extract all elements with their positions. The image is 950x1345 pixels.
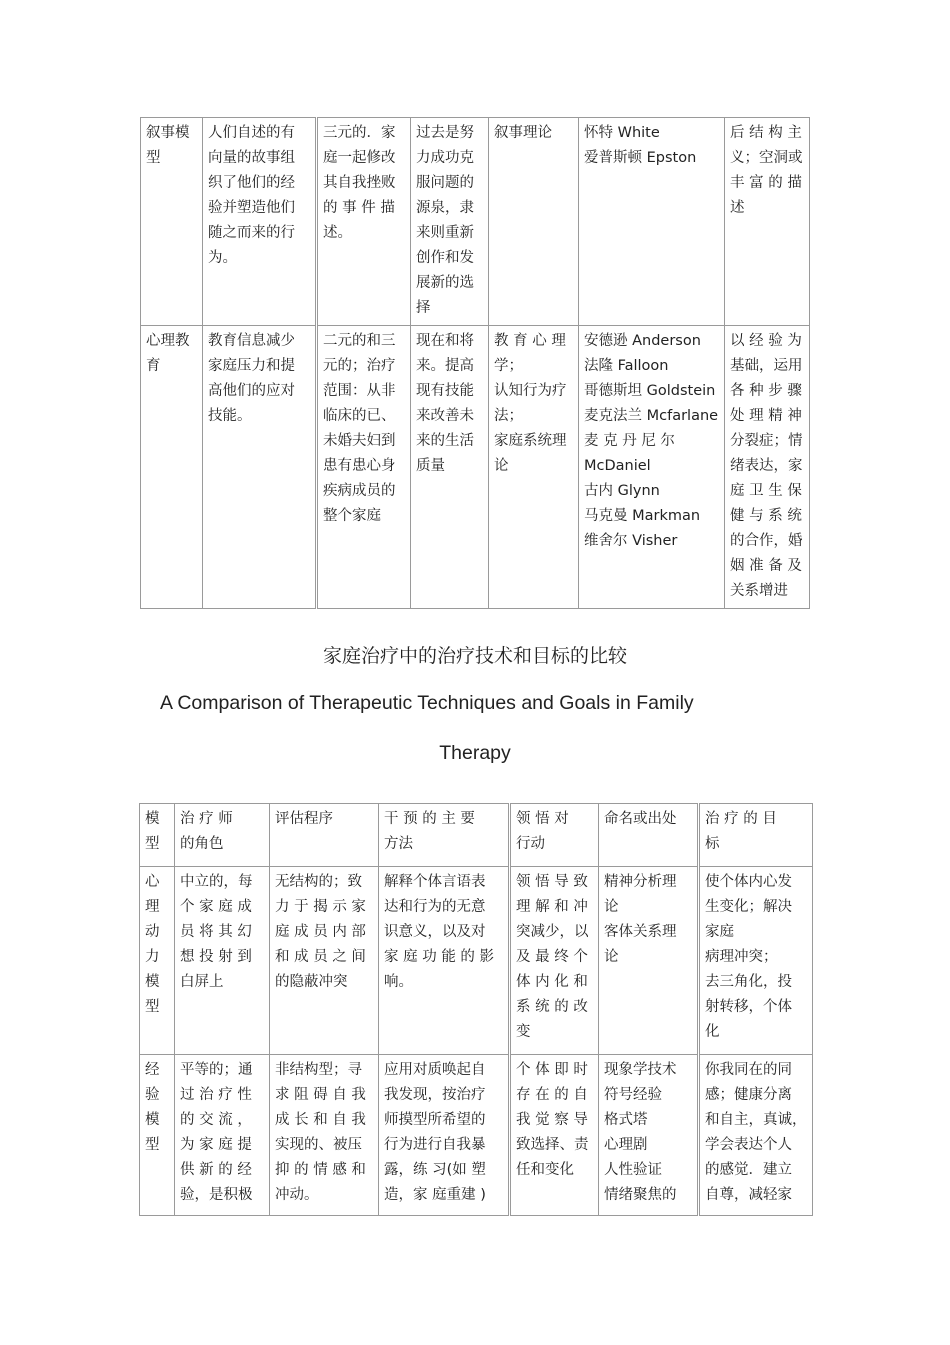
header-insight-action: 领 悟 对 行动 (510, 804, 599, 867)
table-row (140, 867, 813, 1055)
header-therapist-role: 治 疗 师 的角色 (175, 804, 270, 867)
unit-cell: 二元的和三 元的；治疗 范围：从非 临床的已、 未婚夫妇到 患有患心身 疾病成员的 整个家庭 (317, 326, 411, 609)
method-cell: 解释个体言语表 达和行为的无意 识意义，以及对 家 庭 功 能 的 影 响。 (379, 867, 510, 1055)
source-cell: 现象学技术 符号经验 格式塔 心理剧 人性验证 情绪聚焦的 (599, 1055, 699, 1216)
header-goal: 治 疗 的 目 标 (699, 804, 813, 867)
goal-cell: 使个体内心发 生变化；解决 家庭 病理冲突； 去三角化，投 射转移，个体 化 (699, 867, 813, 1055)
section-title-english: A Comparison of Therapeutic Techniques and Goals in Family (160, 692, 694, 714)
focus-cell: 以 经 验 为 基础，运用 各 种 步 骤 处 理 精 神 分裂症；情 绪表达，家 庭 卫 生 保 健 与 系 统 的合作，婚 姻 准 备 及 关系增进 (725, 326, 810, 609)
theory-cell: 叙事理论 (489, 118, 579, 326)
narrative-psychoeducation-table (140, 117, 810, 609)
method-cell: 应用对质唤起自 我发现，按治疗 师摸型所希望的 行为进行自我暴 露，练 习(如 塑 造，家 庭重建 ) (379, 1055, 510, 1216)
people-cell: 怀特 White 爱普斯顿 Epston (579, 118, 725, 326)
time-cell: 现在和将 来。提高 现有技能 来改善未 来的生活 质量 (411, 326, 489, 609)
assumption-cell: 教育信息减少 家庭压力和提 高他们的应对 技能。 (203, 326, 317, 609)
techniques-goals-table (139, 803, 813, 1216)
section-title-english-continued: Therapy (439, 742, 511, 764)
assessment-cell: 非结构型；寻 求 阻 碍 自 我 成 长 和 自 我 实现的、被压 抑 的 情 感 和 冲动。 (270, 1055, 379, 1216)
model-cell: 心理教 育 (141, 326, 203, 609)
header-source: 命名或出处 (599, 804, 699, 867)
section-title-chinese: 家庭治疗中的治疗技术和目标的比较 (322, 645, 627, 667)
role-cell: 平等的；通 过 治 疗 性 的 交 流 ， 为 家 庭 提 供 新 的 经 验，是积极 (175, 1055, 270, 1216)
goal-cell: 你我同在的同 感；健康分离 和自主，真诚， 学会表达个人 的感觉．建立 自尊，减轻家 (699, 1055, 813, 1216)
focus-cell: 后 结 构 主 义；空洞或 丰 富 的 描 述 (725, 118, 810, 326)
assessment-cell: 无结构的；致 力 于 揭 示 家 庭 成 员 内 部 和 成 员 之 间 的隐蔽冲突 (270, 867, 379, 1055)
header-assessment: 评估程序 (270, 804, 379, 867)
role-cell: 中立的，每 个 家 庭 成 员 将 其 幻 想 投 射 到 白屏上 (175, 867, 270, 1055)
time-cell: 过去是努 力成功克 服问题的 源泉，隶 来则重新 创作和发 展新的选 择 (411, 118, 489, 326)
table-row (140, 1055, 813, 1216)
model-cell: 叙事模 型 (141, 118, 203, 326)
insight-cell: 个 体 即 时 存 在 的 自 我 觉 察 导 致选择、责 任和变化 (510, 1055, 599, 1216)
model-cell: 经 验 模 型 (140, 1055, 175, 1216)
model-cell: 心 理 动 力 模 型 (140, 867, 175, 1055)
header-row (140, 804, 813, 867)
table-row (141, 118, 810, 326)
people-cell: 安德逊 Anderson 法隆 Falloon 哥德斯坦 Goldstein 麦克法兰 Mcfarlane 麦 克 丹 尼 尔 McDaniel 古内 Glynn 马克曼 Markman 维舍尔 Visher (579, 326, 725, 609)
source-cell: 精神分析理 论 客体关系理 论 (599, 867, 699, 1055)
header-model: 模 型 (140, 804, 175, 867)
header-intervention: 干 预 的 主 要 方法 (379, 804, 510, 867)
assumption-cell: 人们自述的有 向量的故事组 织了他们的经 验并塑造他们 随之而来的行 为。 (203, 118, 317, 326)
table-row (141, 326, 810, 609)
unit-cell: 三元的．家 庭一起修改 其自我挫败 的 事 件 描 述。 (317, 118, 411, 326)
theory-cell: 教 育 心 理 学； 认知行为疗 法； 家庭系统理 论 (489, 326, 579, 609)
insight-cell: 领 悟 导 致 理 解 和 冲 突减少，以 及 最 终 个 体 内 化 和 系 统 的 改 变 (510, 867, 599, 1055)
